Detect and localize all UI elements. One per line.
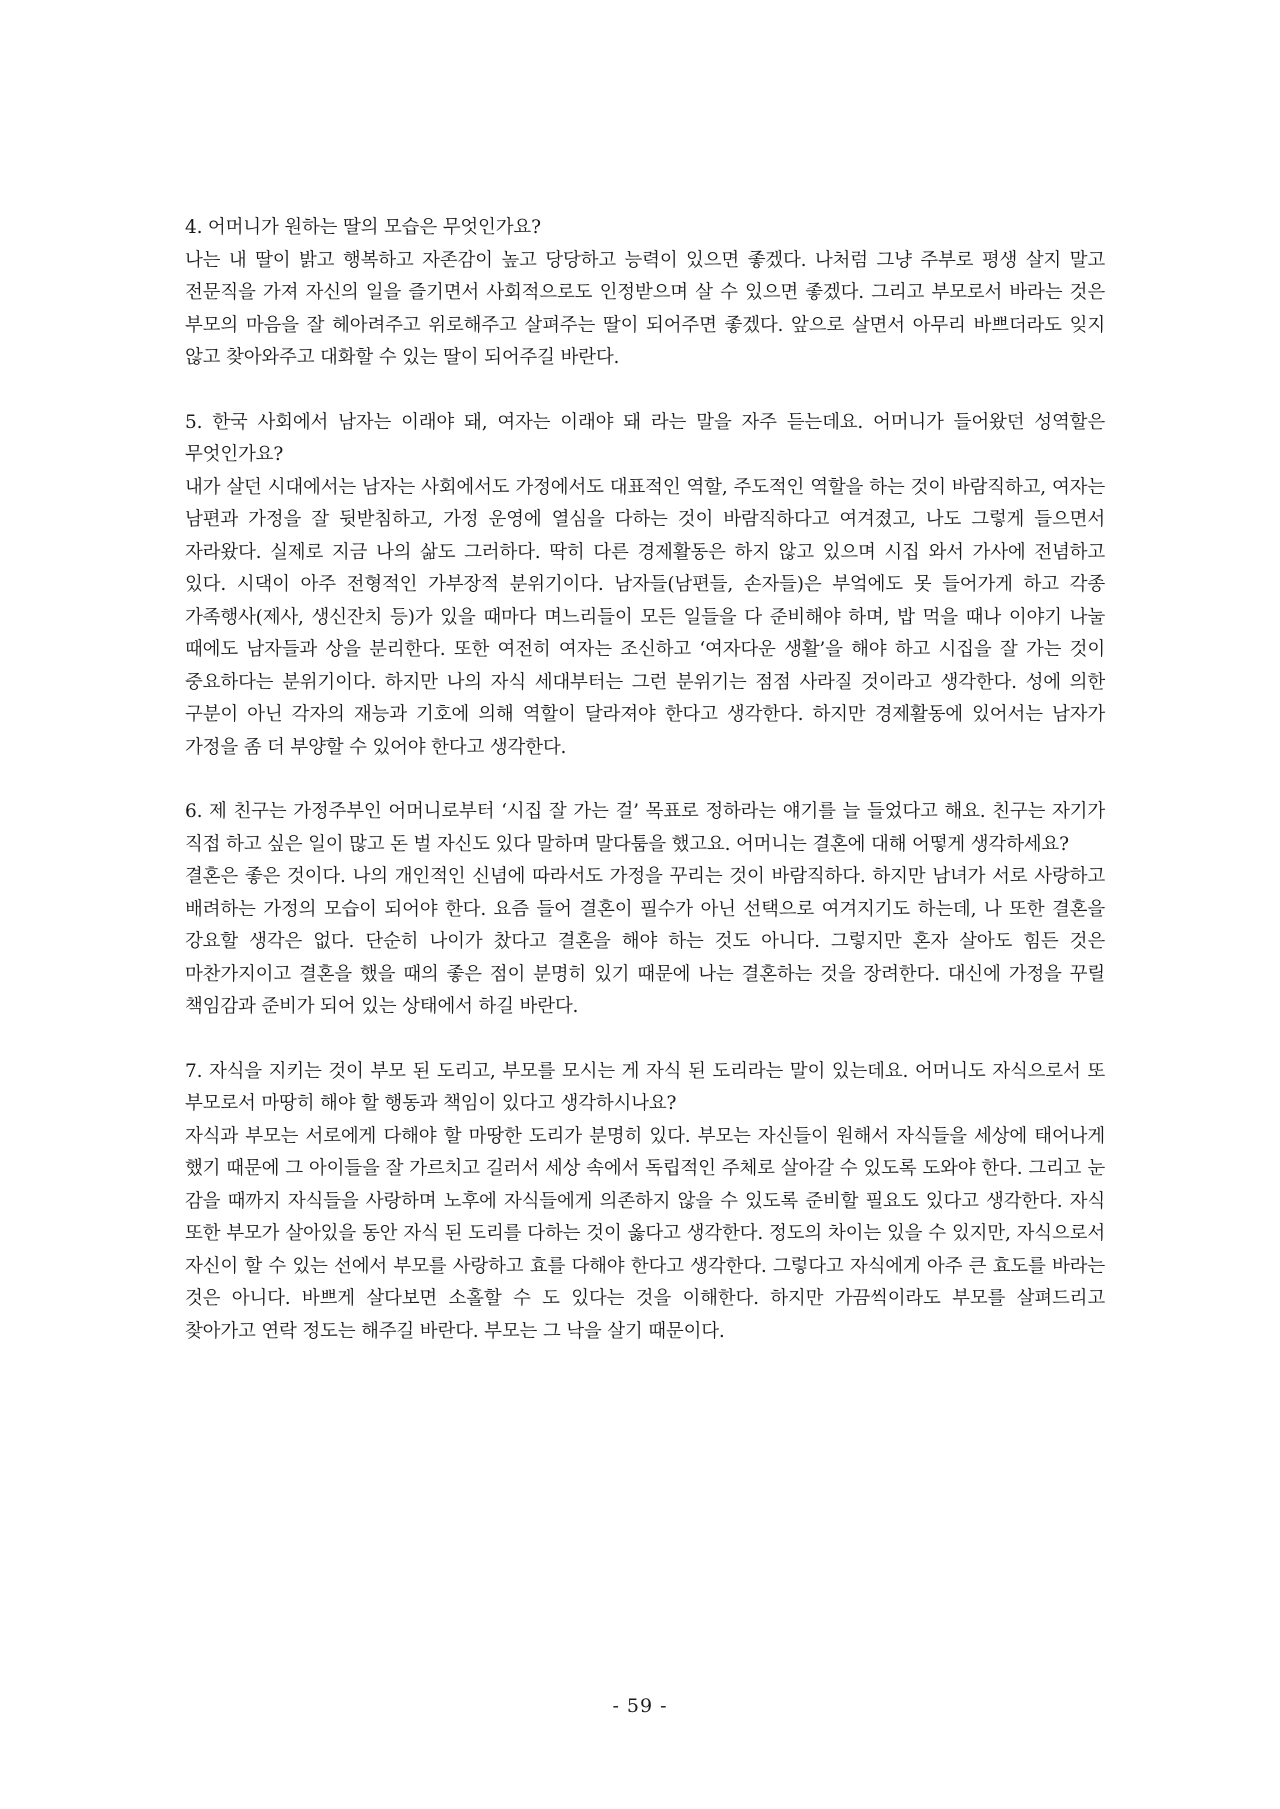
answer-7: 자식과 부모는 서로에게 다해야 할 마땅한 도리가 분명히 있다. 부모는 자신들이 원해서 자식들을 세상에 태어나게 했기 때문에 그 아이들을 잘 가르치고 길러서 세상 속에서 독립적인 주체로 살아갈 수 있도록 도와야 한다. 그리고 눈 감을 때까지 자식들을 사랑하며 노후에 자식들에게 의존하지 않을 수 있도록 준비할 필요도 있다고 생각한다. 자식 또한 부모가 살아있을 동안 자식 된 도리를 다하는 것이 옳다고 생각한다. 정도의 차이는 있을 수 있지만, 자식으로서 자신이 할 수 있는 선에서 부모를 사랑하고 효를 다해야 한다고 생각한다. 그렇다고 자식에게 아주 큰 효도를 바라는 것은 아니다. 바쁘게 살다보면 소홀할 수 도 있다는 것을 이해한다. 하지만 가끔씩이라도 부모를 살펴드리고 찾아가고 연락 정도는 해주길 바란다. 부모는 그 낙을 살기 때문이다.: [185, 1125, 1105, 1342]
answer-5: 내가 살던 시대에서는 남자는 사회에서도 가정에서도 대표적인 역할, 주도적인 역할을 하는 것이 바람직하고, 여자는 남편과 가정을 잘 뒷받침하고, 가정 운영에 열심을 다하는 것이 바람직하다고 여겨졌고, 나도 그렇게 들으면서 자라왔다. 실제로 지금 나의 삶도 그러하다. 딱히 다른 경제활동은 하지 않고 있으며 시집 와서 가사에 전념하고 있다. 시댁이 아주 전형적인 가부장적 분위기이다. 남자들(남편들, 손자들)은 부엌에도 못 들어가게 하고 각종 가족행사(제사, 생신잔치 등)가 있을 때마다 며느리들이 모든 일들을 다 준비해야 하며, 밥 먹을 때나 이야기 나눌 때에도 남자들과 상을 분리한다. 또한 여전히 여자는 조신하고 ‘여자다운 생활’을 해야 하고 시집을 잘 가는 것이 중요하다는 분위기이다. 하지만 나의 자식 세대부터는 그런 분위기는 점점 사라질 것이라고 생각한다. 성에 의한 구분이 아닌 각자의 재능과 기호에 의해 역할이 달라져야 한다고 생각한다. 하지만 경제활동에 있어서는 남자가 가정을 좀 더 부양할 수 있어야 한다고 생각한다.: [185, 476, 1105, 758]
question-4: 4. 어머니가 원하는 딸의 모습은 무엇인가요?: [185, 217, 541, 238]
qa-section-7: [185, 1056, 1105, 1349]
answer-6: 결혼은 좋은 것이다. 나의 개인적인 신념에 따라서도 가정을 꾸리는 것이 바람직하다. 하지만 남녀가 서로 사랑하고 배려하는 가정의 모습이 되어야 한다. 요즘 들어 결혼이 필수가 아닌 선택으로 여겨지기도 하는데, 나 또한 결혼을 강요할 생각은 없다. 단순히 나이가 찼다고 결혼을 해야 하는 것도 아니다. 그렇지만 혼자 살아도 힘든 것은 마찬가지이고 결혼을 했을 때의 좋은 점이 분명히 있기 때문에 나는 결혼하는 것을 장려한다. 대신에 가정을 꾸릴 책임감과 준비가 되어 있는 상태에서 하길 바란다.: [185, 866, 1105, 1017]
page-number: - 59 -: [612, 1695, 668, 1717]
qa-section-5: [185, 407, 1105, 765]
qa-section-6: [185, 796, 1105, 1024]
answer-4: 나는 내 딸이 밝고 행복하고 자존감이 높고 당당하고 능력이 있으면 좋겠다. 나처럼 그냥 주부로 평생 살지 말고 전문직을 가져 자신의 일을 즐기면서 사회적으로도 인정받으며 살 수 있으면 좋겠다. 그리고 부모로서 바라는 것은 부모의 마음을 잘 헤아려주고 위로해주고 살펴주는 딸이 되어주면 좋겠다. 앞으로 살면서 아무리 바쁘더라도 잊지 않고 찾아와주고 대화할 수 있는 딸이 되어주길 바란다.: [185, 249, 1105, 368]
question-5: 5. 한국 사회에서 남자는 이래야 돼, 여자는 이래야 돼 라는 말을 자주 듣는데요. 어머니가 들어왔던 성역할은 무엇인가요?: [185, 411, 1105, 465]
question-7: 7. 자식을 지키는 것이 부모 된 도리고, 부모를 모시는 게 자식 된 도리라는 말이 있는데요. 어머니도 자식으로서 또 부모로서 마땅히 해야 할 행동과 책임이 있다고 생각하시나요?: [185, 1060, 1105, 1114]
question-6: 6. 제 친구는 가정주부인 어머니로부터 ‘시집 잘 가는 걸’ 목표로 정하라는 얘기를 늘 들었다고 해요. 친구는 자기가 직접 하고 싶은 일이 많고 돈 벌 자신도 있다 말하며 말다툼을 했고요. 어머니는 결혼에 대해 어떻게 생각하세요?: [185, 801, 1105, 855]
qa-section-4: [185, 212, 1105, 375]
document-body: [185, 212, 1105, 1380]
